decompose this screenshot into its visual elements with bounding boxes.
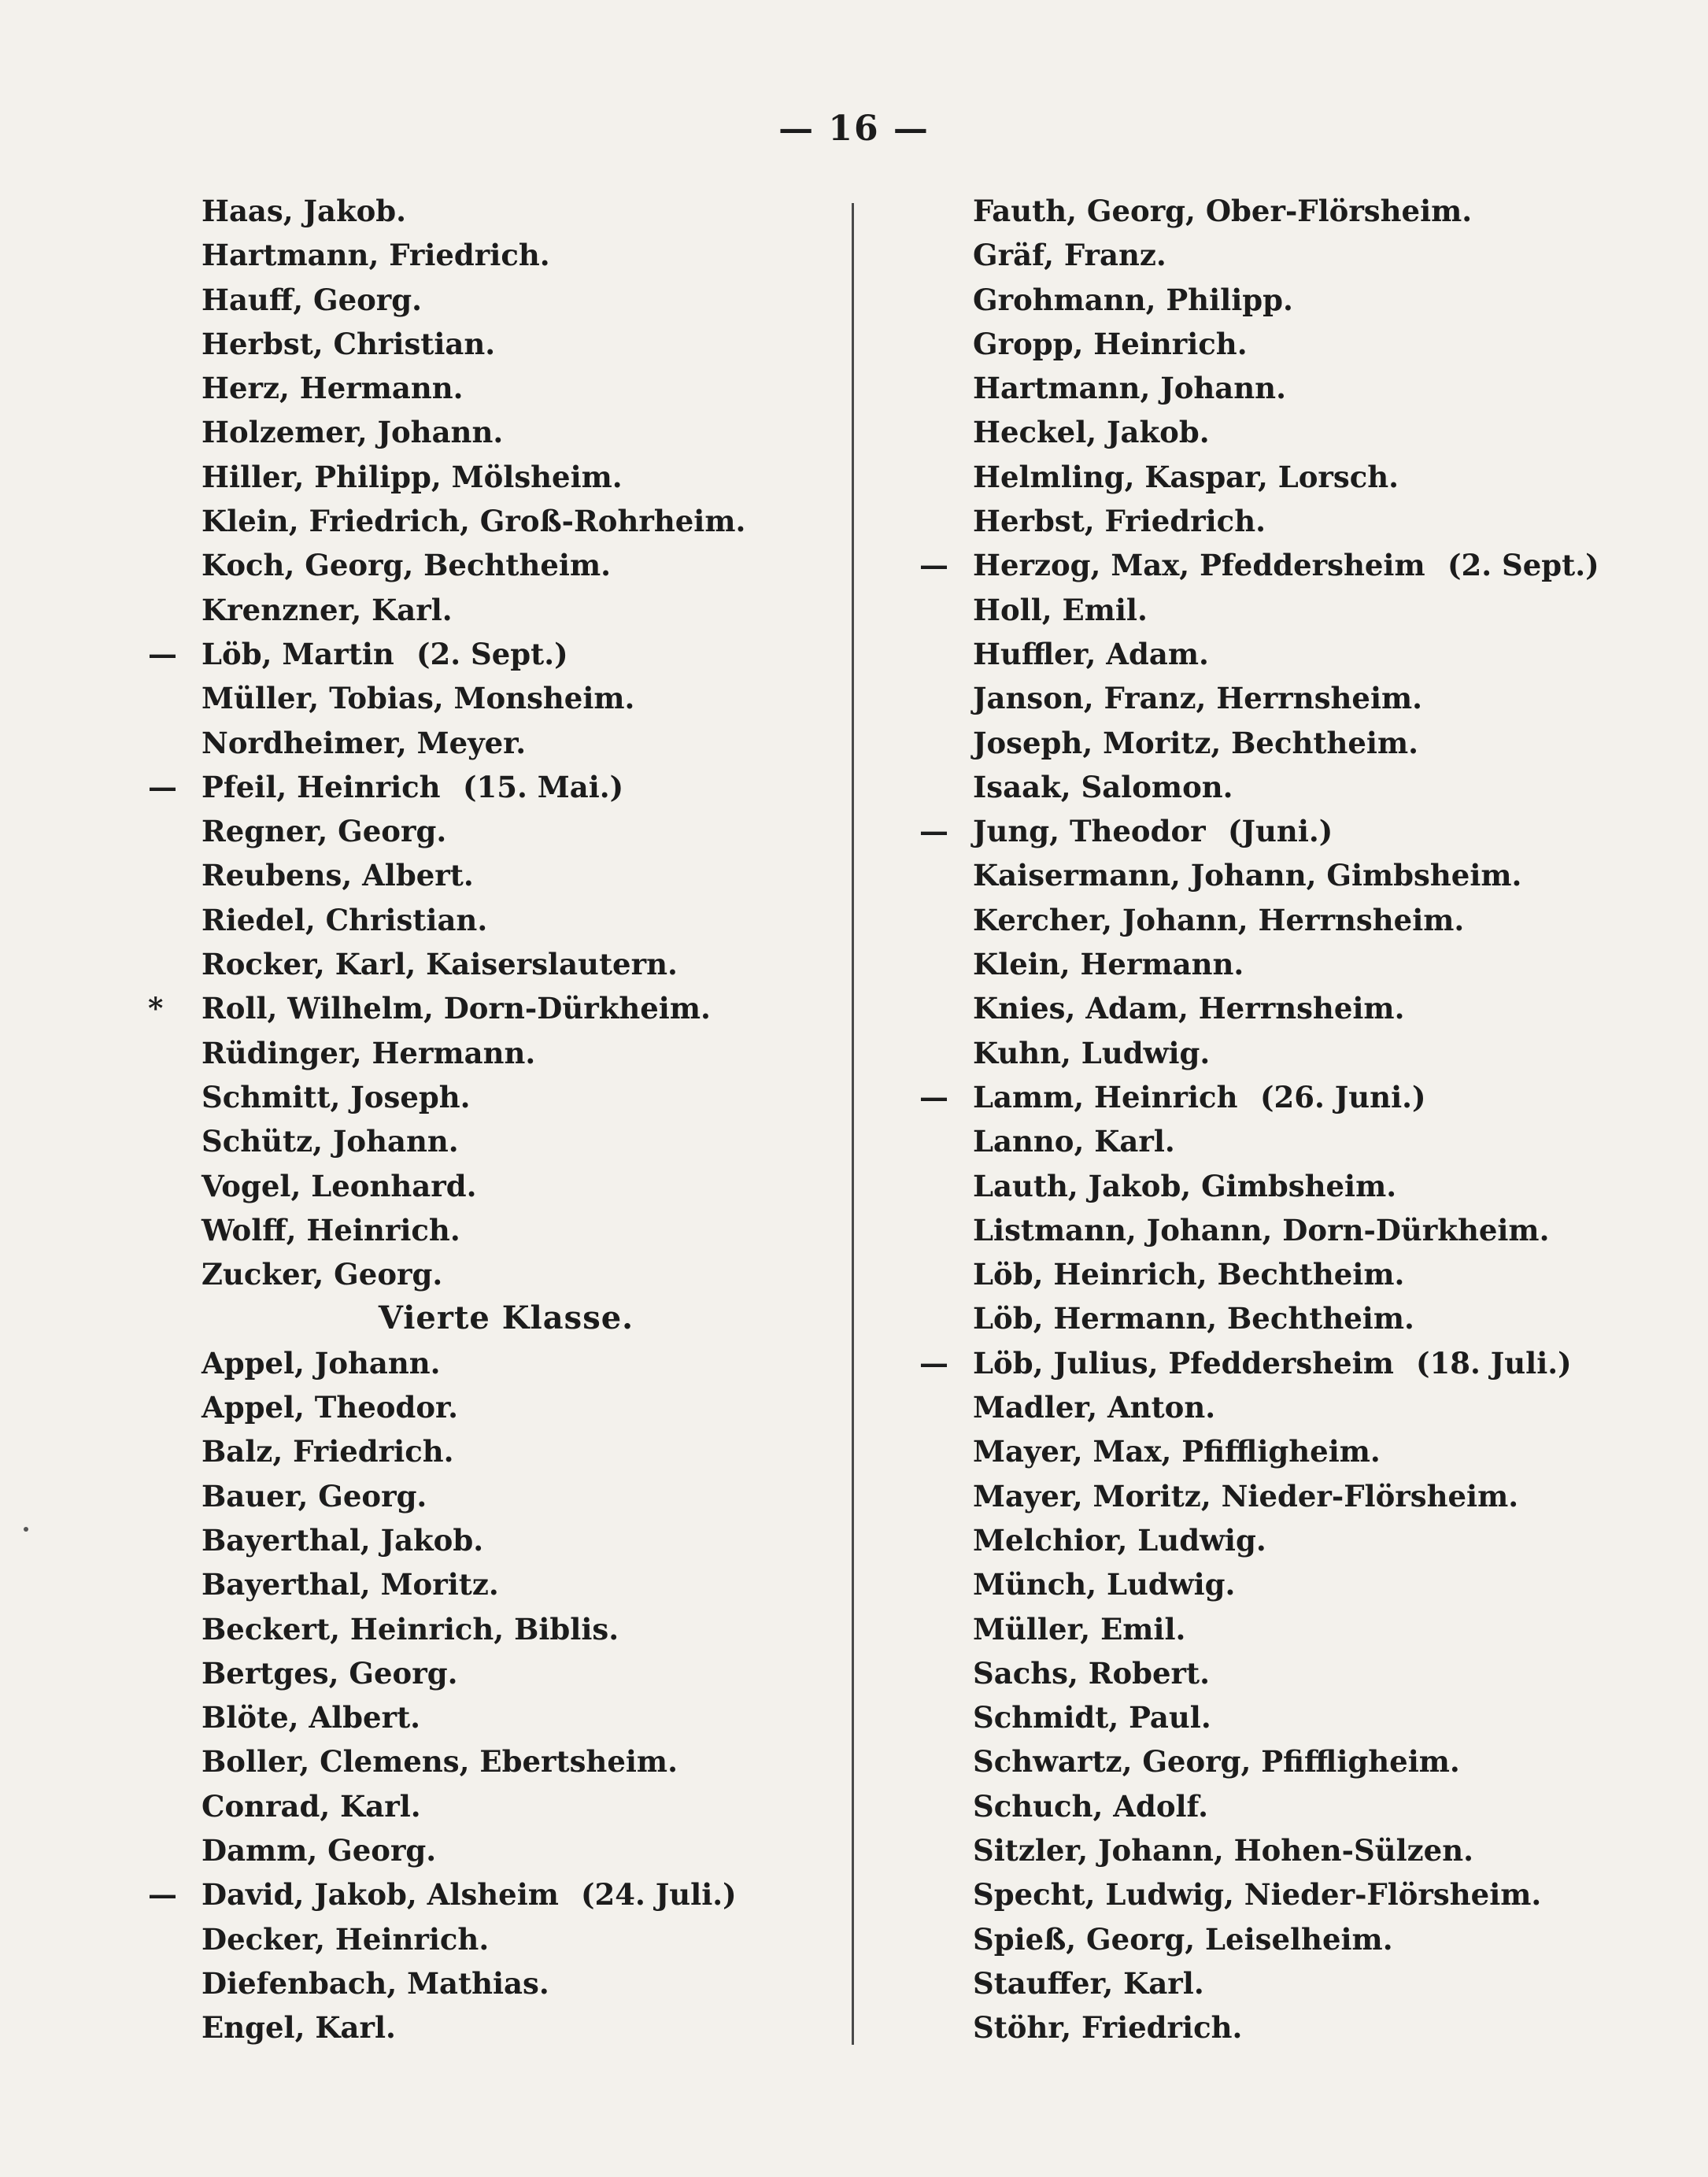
entry-name: Diefenbach, Mathias. xyxy=(201,1965,549,2001)
list-item xyxy=(919,455,1604,499)
list-item xyxy=(148,1917,833,1961)
entry-name: Specht, Ludwig, Nieder-Flörsheim. xyxy=(973,1877,1542,1913)
entry-name: Engel, Karl. xyxy=(201,2010,396,2046)
list-item xyxy=(148,189,833,233)
entry-name: Klein, Hermann. xyxy=(973,947,1244,982)
entry-name: Herbst, Christian. xyxy=(201,326,496,361)
list-item xyxy=(919,898,1604,942)
entry-mark: * xyxy=(148,991,164,1026)
list-item xyxy=(148,942,833,986)
list-item xyxy=(919,278,1604,322)
list-item xyxy=(148,1651,833,1695)
entry-name: Löb, Heinrich, Bechtheim. xyxy=(973,1257,1405,1292)
left-column xyxy=(148,189,833,2049)
list-item xyxy=(148,1385,833,1429)
list-item xyxy=(148,765,833,809)
entry-name: Lauth, Jakob, Gimbsheim. xyxy=(973,1168,1397,1203)
entry-name: Krenzner, Karl. xyxy=(201,592,453,627)
right-entries xyxy=(919,189,1604,2049)
list-item xyxy=(919,233,1604,277)
entry-name: Stauffer, Karl. xyxy=(973,1965,1204,2001)
entry-name: Grohmann, Philipp. xyxy=(973,282,1293,317)
list-item xyxy=(148,366,833,410)
entry-name: Zucker, Georg. xyxy=(201,1257,443,1292)
entry-name: Pfeil, Heinrich xyxy=(201,769,441,804)
entry-name: Schmidt, Paul. xyxy=(973,1700,1211,1735)
left-entries-before xyxy=(148,189,833,1296)
entry-name: Münch, Ludwig. xyxy=(973,1567,1236,1602)
list-item xyxy=(919,1961,1604,2005)
list-item xyxy=(148,1518,833,1562)
entry-name: Mayer, Max, Pfiffligheim. xyxy=(973,1434,1381,1469)
entry-name: Herz, Hermann. xyxy=(201,371,464,406)
entry-name: Blöte, Albert. xyxy=(201,1700,421,1735)
entry-name: Holzemer, Johann. xyxy=(201,415,504,450)
list-item xyxy=(148,1961,833,2005)
right-column xyxy=(919,189,1604,2049)
list-item xyxy=(148,1784,833,1828)
entry-name: Boller, Clemens, Ebertsheim. xyxy=(201,1744,678,1780)
list-item xyxy=(919,1651,1604,1695)
entry-name: Rocker, Karl, Kaiserslautern. xyxy=(201,947,678,982)
entry-note: (18. Juli.) xyxy=(1416,1345,1572,1380)
entry-note: (15. Mai.) xyxy=(463,769,624,804)
entry-name: Appel, Theodor. xyxy=(201,1390,458,1425)
list-item xyxy=(919,721,1604,765)
entry-name: Knies, Adam, Herrnsheim. xyxy=(973,991,1405,1026)
list-item xyxy=(148,986,833,1030)
list-item xyxy=(919,2005,1604,2049)
entry-name: Müller, Tobias, Monsheim. xyxy=(201,681,635,716)
entry-name: Riedel, Christian. xyxy=(201,902,488,937)
section-heading: Vierte Klasse. xyxy=(378,1299,634,1337)
list-item xyxy=(148,543,833,587)
list-item xyxy=(148,809,833,853)
list-item xyxy=(919,765,1604,809)
list-item xyxy=(919,322,1604,366)
list-item xyxy=(919,588,1604,632)
list-item xyxy=(148,1208,833,1252)
list-item xyxy=(919,1607,1604,1651)
entry-name: Fauth, Georg, Ober-Flörsheim. xyxy=(973,194,1473,228)
page-number: — 16 — xyxy=(778,109,930,149)
entry-note: (2. Sept.) xyxy=(416,636,568,671)
list-item xyxy=(919,986,1604,1030)
entry-name: Holl, Emil. xyxy=(973,592,1148,627)
list-item xyxy=(919,1385,1604,1429)
entry-name: Lanno, Karl. xyxy=(973,1124,1175,1159)
entry-name: Kercher, Johann, Herrnsheim. xyxy=(973,902,1465,937)
list-item xyxy=(919,1252,1604,1296)
entry-name: Gropp, Heinrich. xyxy=(973,326,1248,361)
list-item xyxy=(148,1872,833,1916)
entry-name: Janson, Franz, Herrnsheim. xyxy=(973,681,1423,716)
entry-name: Appel, Johann. xyxy=(201,1345,441,1380)
list-item xyxy=(919,1828,1604,1872)
list-item xyxy=(919,1872,1604,1916)
entry-note: (Juni.) xyxy=(1228,814,1333,849)
list-item xyxy=(919,1562,1604,1606)
list-item xyxy=(148,1739,833,1783)
list-item xyxy=(919,1031,1604,1075)
entry-name: Rüdinger, Hermann. xyxy=(201,1035,536,1070)
entry-name: Schmitt, Joseph. xyxy=(201,1079,471,1114)
entry-name: Hiller, Philipp, Mölsheim. xyxy=(201,459,623,494)
entry-mark: — xyxy=(148,636,177,671)
list-item xyxy=(919,1341,1604,1385)
entry-name: Reubens, Albert. xyxy=(201,858,474,893)
list-item xyxy=(919,1474,1604,1518)
entry-name: Bayerthal, Jakob. xyxy=(201,1522,484,1558)
entry-name: Vogel, Leonhard. xyxy=(201,1168,477,1203)
entry-name: Bertges, Georg. xyxy=(201,1655,458,1691)
entry-mark: — xyxy=(919,548,948,583)
entry-name: Hauff, Georg. xyxy=(201,282,423,317)
entry-note: (26. Juni.) xyxy=(1260,1079,1426,1114)
entry-mark: — xyxy=(919,814,948,849)
entry-name: Mayer, Moritz, Nieder-Flörsheim. xyxy=(973,1478,1519,1514)
list-item xyxy=(148,2005,833,2049)
entry-name: Klein, Friedrich, Groß-Rohrheim. xyxy=(201,504,746,539)
entry-name: David, Jakob, Alsheim xyxy=(201,1877,559,1913)
entry-name: Isaak, Salomon. xyxy=(973,769,1233,804)
list-item xyxy=(148,1695,833,1739)
list-item xyxy=(919,1429,1604,1473)
entry-name: Löb, Julius, Pfeddersheim xyxy=(973,1345,1394,1380)
list-item xyxy=(919,1784,1604,1828)
entry-name: Madler, Anton. xyxy=(973,1390,1216,1425)
list-item xyxy=(148,499,833,543)
entry-name: Beckert, Heinrich, Biblis. xyxy=(201,1611,619,1647)
list-item xyxy=(148,322,833,366)
entry-name: Koch, Georg, Bechtheim. xyxy=(201,548,612,583)
entry-name: Hartmann, Friedrich. xyxy=(201,238,550,273)
list-item xyxy=(919,1695,1604,1739)
list-item xyxy=(148,1828,833,1872)
entry-name: Melchior, Ludwig. xyxy=(973,1522,1266,1558)
list-item xyxy=(919,632,1604,676)
list-item xyxy=(919,1208,1604,1252)
list-item xyxy=(148,455,833,499)
entry-name: Herzog, Max, Pfeddersheim xyxy=(973,548,1425,583)
entry-name: Bauer, Georg. xyxy=(201,1478,427,1514)
entry-name: Schwartz, Georg, Pfiffligheim. xyxy=(973,1744,1460,1780)
entry-name: Heckel, Jakob. xyxy=(973,415,1210,450)
list-item xyxy=(919,676,1604,720)
entry-name: Huffler, Adam. xyxy=(973,636,1209,671)
list-item xyxy=(148,410,833,454)
list-item xyxy=(919,853,1604,897)
entry-name: Decker, Heinrich. xyxy=(201,1921,490,1957)
entry-name: Haas, Jakob. xyxy=(201,194,407,228)
entry-name: Schütz, Johann. xyxy=(201,1124,459,1159)
entry-name: Herbst, Friedrich. xyxy=(973,504,1266,539)
list-item xyxy=(919,1119,1604,1163)
entry-name: Schuch, Adolf. xyxy=(973,1788,1209,1824)
list-item xyxy=(148,233,833,277)
list-item xyxy=(919,1518,1604,1562)
entry-name: Balz, Friedrich. xyxy=(201,1434,454,1469)
paper-speck xyxy=(24,1527,28,1532)
entry-mark: — xyxy=(148,769,177,804)
list-item xyxy=(148,1429,833,1473)
entry-name: Roll, Wilhelm, Dorn-Dürkheim. xyxy=(201,991,711,1026)
entry-name: Müller, Emil. xyxy=(973,1611,1186,1647)
entry-name: Wolff, Heinrich. xyxy=(201,1212,460,1247)
left-entries-after xyxy=(148,1341,833,2050)
list-item xyxy=(919,942,1604,986)
list-item xyxy=(148,853,833,897)
list-item xyxy=(919,1164,1604,1208)
entry-name: Stöhr, Friedrich. xyxy=(973,2010,1243,2046)
entry-name: Sitzler, Johann, Hohen-Sülzen. xyxy=(973,1832,1474,1868)
entry-name: Gräf, Franz. xyxy=(973,238,1166,273)
list-item xyxy=(148,676,833,720)
entry-name: Spieß, Georg, Leiselheim. xyxy=(973,1921,1393,1957)
list-item xyxy=(148,721,833,765)
entry-name: Joseph, Moritz, Bechtheim. xyxy=(973,725,1419,760)
list-item xyxy=(148,898,833,942)
list-item xyxy=(919,1075,1604,1119)
entry-mark: — xyxy=(919,1345,948,1380)
entry-name: Bayerthal, Moritz. xyxy=(201,1567,499,1602)
list-item xyxy=(919,1296,1604,1340)
entry-name: Jung, Theodor xyxy=(973,814,1206,849)
entry-mark: — xyxy=(148,1877,177,1913)
list-item xyxy=(148,1607,833,1651)
entry-name: Hartmann, Johann. xyxy=(973,371,1286,406)
entry-name: Sachs, Robert. xyxy=(973,1655,1211,1691)
entry-note: (24. Juli.) xyxy=(581,1877,737,1913)
entry-name: Damm, Georg. xyxy=(201,1832,437,1868)
list-item xyxy=(919,499,1604,543)
list-item xyxy=(148,1252,833,1296)
entry-note: (2. Sept.) xyxy=(1447,548,1599,583)
list-item xyxy=(148,1341,833,1385)
list-item xyxy=(919,410,1604,454)
entry-name: Löb, Hermann, Bechtheim. xyxy=(973,1301,1414,1336)
list-item xyxy=(148,1474,833,1518)
entry-name: Löb, Martin xyxy=(201,636,394,671)
entry-name: Lamm, Heinrich xyxy=(973,1079,1238,1114)
entry-name: Conrad, Karl. xyxy=(201,1788,421,1824)
entry-name: Nordheimer, Meyer. xyxy=(201,725,527,760)
list-item xyxy=(148,278,833,322)
list-item xyxy=(148,588,833,632)
list-item xyxy=(919,1917,1604,1961)
list-item xyxy=(919,809,1604,853)
list-item xyxy=(148,1164,833,1208)
list-item xyxy=(919,189,1604,233)
list-item xyxy=(148,1031,833,1075)
entry-name: Kuhn, Ludwig. xyxy=(973,1035,1211,1070)
entry-mark: — xyxy=(919,1079,948,1114)
entry-name: Regner, Georg. xyxy=(201,814,447,849)
entry-name: Kaisermann, Johann, Gimbsheim. xyxy=(973,858,1522,893)
list-item xyxy=(919,366,1604,410)
list-item xyxy=(148,1562,833,1606)
list-item xyxy=(919,543,1604,587)
list-item xyxy=(148,1119,833,1163)
entry-name: Listmann, Johann, Dorn-Dürkheim. xyxy=(973,1212,1550,1247)
column-divider xyxy=(852,203,854,2045)
list-item xyxy=(148,1075,833,1119)
list-item xyxy=(148,632,833,676)
list-item xyxy=(919,1739,1604,1783)
entry-name: Helmling, Kaspar, Lorsch. xyxy=(973,459,1399,494)
